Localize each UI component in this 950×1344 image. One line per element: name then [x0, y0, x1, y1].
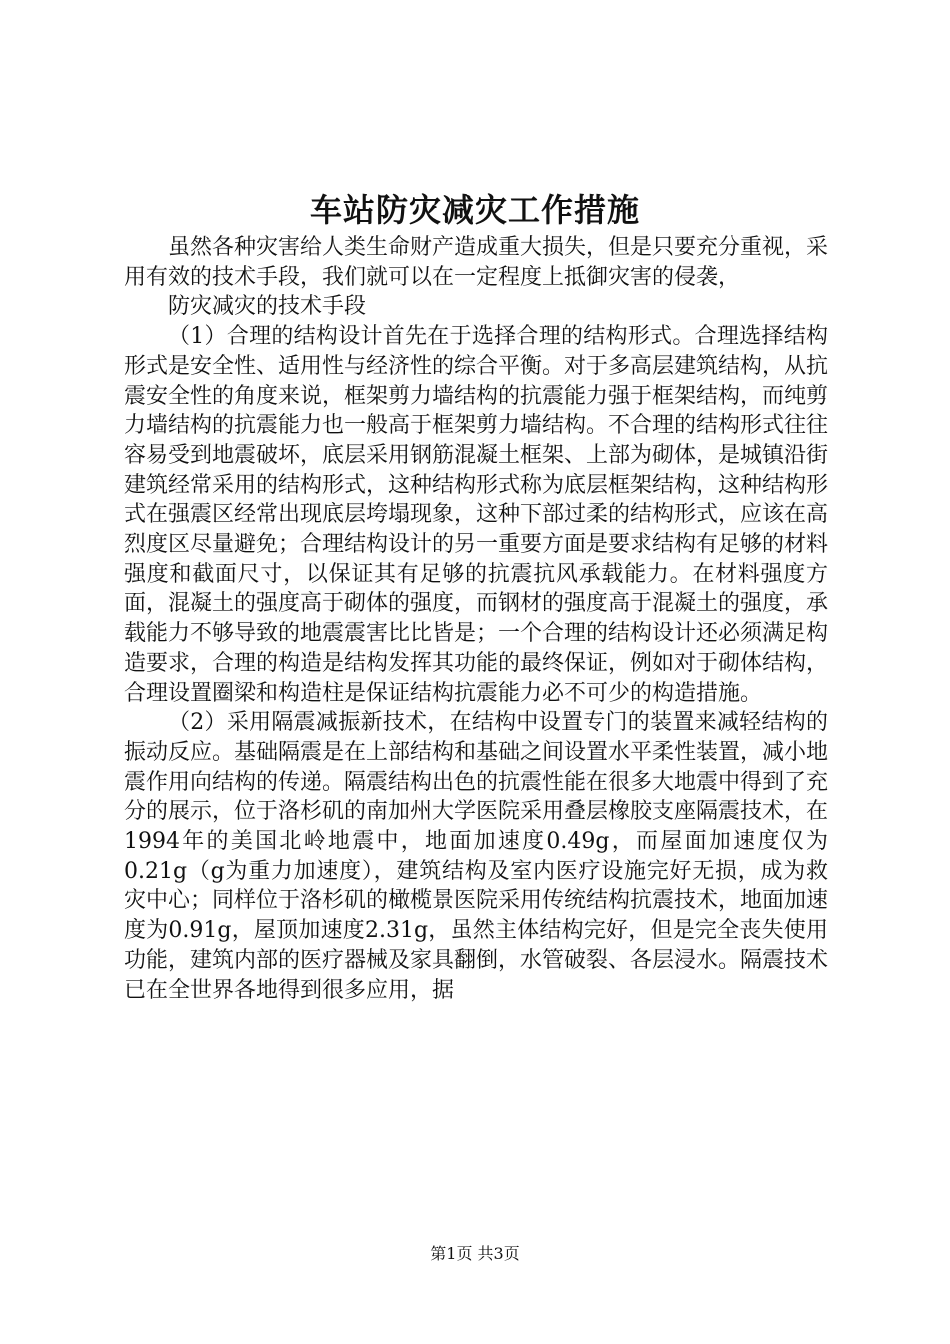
paragraph-intro: 虽然各种灾害给人类生命财产造成重大损失，但是只要充分重视，采用有效的技术手段，我们就可以在一定程度上抵御灾害的侵袭， — [124, 235, 829, 290]
paragraph-isolation-tech: （2）采用隔震减振新技术，在结构中设置专门的装置来减轻结构的振动反应。基础隔震是在上部结构和基础之间设置水平柔性装置，减小地震作用向结构的传递。隔震结构出色的抗震性能在很多大地震中得到了充分的展示，位于洛杉矶的南加州大学医院采用叠层橡胶支座隔震技术，在1994年的美国北岭地震中，地面加速度0.49g，而屋面加速度仅为0.21g（g为重力加速度），建筑结构及室内医疗设施完好无损，成为救灾中心；同样位于洛杉矶的橄榄景医院采用传统结构抗震技术，地面加速度为0.91g，屋顶加速度2.31g，虽然主体结构完好，但是完全丧失使用功能，建筑内部的医疗器械及家具翻倒，水管破裂、各层浸水。隔震技术已在全世界各地得到很多应用，据 — [124, 710, 829, 1003]
page-footer: 第1页 共3页 — [430, 1244, 520, 1263]
document-body — [124, 233, 828, 1005]
document-title: 车站防灾减灾工作措施 — [309, 191, 640, 229]
section-heading: 防灾减灾的技术手段 — [168, 294, 367, 320]
paragraph-structure-design: （1）合理的结构设计首先在于选择合理的结构形式。合理选择结构形式是安全性、适用性与经济性的综合平衡。对于多高层建筑结构，从抗震安全性的角度来说，框架剪力墙结构的抗震能力强于框架结构，而纯剪力墙结构的抗震能力也一般高于框架剪力墙结构。不合理的结构形式往往容易受到地震破坏，底层采用钢筋混凝土框架、上部为砌体，是城镇沿街建筑经常采用的结构形式，这种结构形式称为底层框架结构，这种结构形式在强震区经常出现底层垮塌现象，这种下部过柔的结构形式，应该在高烈度区尽量避免；合理结构设计的另一重要方面是要求结构有足够的材料强度和截面尺寸，以保证其有足够的抗震抗风承载能力。在材料强度方面，混凝土的强度高于砌体的强度，而钢材的强度高于混凝土的强度，承载能力不够导致的地震震害比比皆是；一个合理的结构设计还必须满足构造要求，合理的构造是结构发挥其功能的最终保证，例如对于砌体结构，合理设置圈梁和构造柱是保证结构抗震能力必不可少的构造措施。 — [124, 324, 829, 706]
